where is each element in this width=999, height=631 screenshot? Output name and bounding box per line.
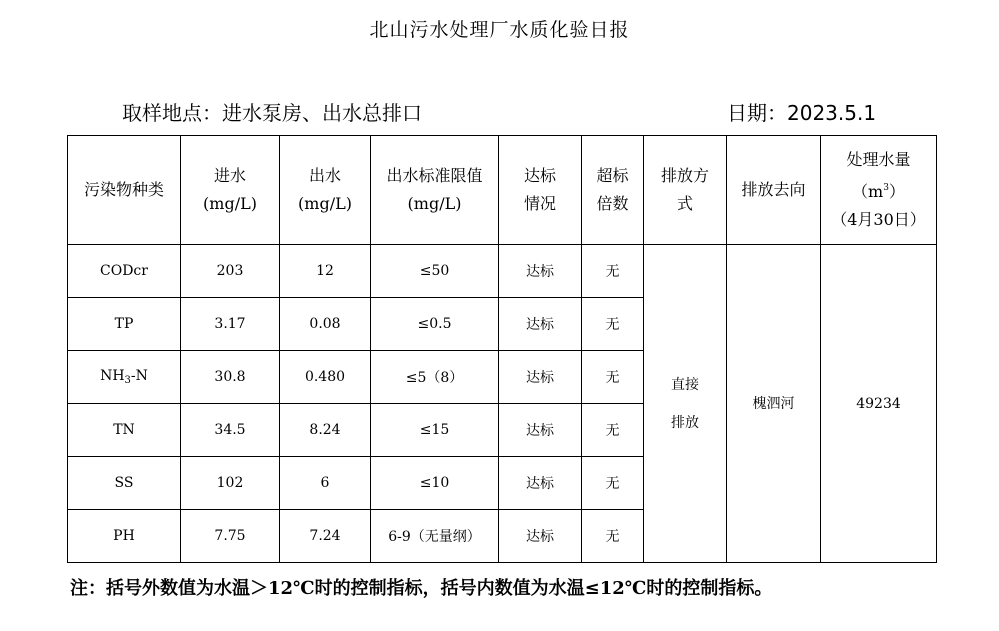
header-outlet: 出水 (mg/L): [280, 136, 371, 245]
footnote: 注：括号外数值为水温＞12℃时的控制指标，括号内数值为水温≤12℃时的控制指标。: [70, 578, 773, 599]
pollutant-name: TN: [68, 404, 181, 457]
exceed-multiple: 无: [582, 298, 644, 351]
limit-value: 6-9（无量纲）: [371, 510, 499, 563]
inlet-value: 7.75: [181, 510, 280, 563]
limit-value: ≤5（8）: [371, 351, 499, 404]
water-quality-table: [67, 135, 937, 563]
exceed-multiple: 无: [582, 404, 644, 457]
compliance-status: 达标: [499, 298, 582, 351]
inlet-value: 203: [181, 245, 280, 298]
report-title: 北山污水处理厂水质化验日报: [369, 19, 630, 41]
compliance-status: 达标: [499, 404, 582, 457]
pollutant-name: TP: [68, 298, 181, 351]
outlet-value: 12: [280, 245, 371, 298]
limit-value: ≤0.5: [371, 298, 499, 351]
outlet-value: 8.24: [280, 404, 371, 457]
header-compliance: 达标 情况: [499, 136, 582, 245]
compliance-status: 达标: [499, 457, 582, 510]
header-discharge-destination: 排放去向: [727, 136, 821, 245]
discharge-method: 直接 排放: [644, 245, 727, 563]
exceed-multiple: 无: [582, 351, 644, 404]
header-limit: 出水标准限值 (mg/L): [371, 136, 499, 245]
exceed-multiple: 无: [582, 457, 644, 510]
discharge-destination: 槐泗河: [727, 245, 821, 563]
outlet-value: 6: [280, 457, 371, 510]
pollutant-name: PH: [68, 510, 181, 563]
header-inlet: 进水 (mg/L): [181, 136, 280, 245]
outlet-value: 0.08: [280, 298, 371, 351]
pollutant-name: SS: [68, 457, 181, 510]
header-treated-volume: 处理水量 $(m^3)$ （4月30日）: [821, 136, 937, 245]
limit-value: ≤15: [371, 404, 499, 457]
sampling-location: 取样地点：进水泵房、出水总排口: [122, 101, 422, 125]
report-date: 日期：2023.5.1: [727, 101, 877, 125]
exceed-multiple: 无: [582, 245, 644, 298]
outlet-value: 7.24: [280, 510, 371, 563]
table-row: [68, 245, 937, 298]
pollutant-name: $NH_3-N$: [68, 351, 181, 404]
header-pollutant: 污染物种类: [68, 136, 181, 245]
treated-volume: 49234: [821, 245, 937, 563]
limit-value: ≤50: [371, 245, 499, 298]
header-exceed: 超标 倍数: [582, 136, 644, 245]
outlet-value: 0.480: [280, 351, 371, 404]
compliance-status: 达标: [499, 510, 582, 563]
header-discharge-method: 排放方 式: [644, 136, 727, 245]
exceed-multiple: 无: [582, 510, 644, 563]
table-header-row: [68, 136, 937, 245]
pollutant-name: CODcr: [68, 245, 181, 298]
inlet-value: 34.5: [181, 404, 280, 457]
limit-value: ≤10: [371, 457, 499, 510]
compliance-status: 达标: [499, 245, 582, 298]
inlet-value: 30.8: [181, 351, 280, 404]
inlet-value: 102: [181, 457, 280, 510]
compliance-status: 达标: [499, 351, 582, 404]
inlet-value: 3.17: [181, 298, 280, 351]
